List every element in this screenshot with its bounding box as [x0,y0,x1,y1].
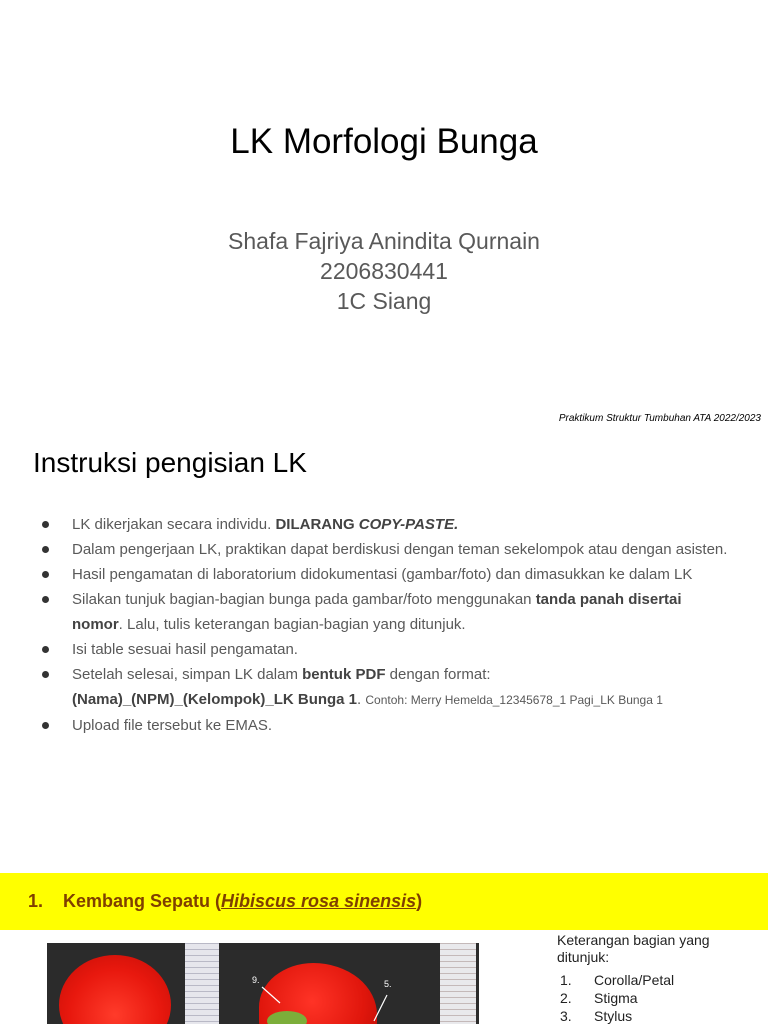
filename-format: (Nama)_(NPM)_(Kelompok)_LK Bunga 1 [72,691,358,708]
parts-legend [557,932,757,1025]
author-block [0,226,768,316]
latin-name: Hibiscus rosa sinensis [221,891,417,911]
list-item [557,1007,757,1025]
bullet-icon [42,722,49,729]
course-footnote: Praktikum Struktur Tumbuhan ATA 2022/2023 [558,413,761,424]
legend-heading: Keterangan bagian yang ditunjuk: [557,932,710,965]
list-item [40,587,730,637]
list-item [40,512,730,537]
item-bold: DILARANG [275,516,359,533]
bullet-icon [42,571,49,578]
list-item [557,989,757,1007]
section-title-post: ) [416,891,423,911]
annotation-arrows [47,943,479,1024]
legend-label: Stigma [594,990,638,1006]
section-header-band [0,873,768,930]
flower-photo [47,943,479,1024]
item-text: Isi table sesuai hasil pengamatan. [72,641,298,658]
item-bold-italic: COPY-PASTE. [358,516,459,533]
legend-label: Stylus [594,1008,633,1024]
author-npm: 2206830441 [320,258,448,284]
item-text: Upload file tersebut ke EMAS. [72,717,273,734]
item-text-post2: . [357,691,366,708]
legend-label: Corolla/Petal [594,972,675,988]
example-filename: Contoh: Merry Hemelda_12345678_1 Pagi_LK Bunga 1 [365,693,663,707]
item-text: Dalam pengerjaan LK, praktikan dapat berdiskusi dengan teman sekelompok atau dengan asisten. [72,541,728,558]
instructions-list [40,512,730,738]
item-text-post: . Lalu, tulis keterangan bagian-bagian yang ditunjuk. [118,616,466,633]
item-text: Hasil pengamatan di laboratorium didokumentasi (gambar/foto) dan dimasukkan ke dalam LK [72,566,693,583]
item-text: LK dikerjakan secara individu. [72,516,276,533]
cover-title: LK Morfologi Bunga [230,122,538,161]
list-item [40,562,730,587]
item-bold: bentuk PDF [302,666,386,683]
author-name: Shafa Fajriya Anindita Qurnain [228,228,540,254]
instructions-title: Instruksi pengisian LK [33,447,307,478]
section-title [28,891,422,912]
list-item [557,971,757,989]
photo-label-5: 5. [384,979,392,989]
legend-list [557,971,757,1025]
legend-number: 3. [560,1008,572,1024]
section-number: 1. [28,891,44,911]
photo-label-9: 9. [252,975,260,985]
bullet-icon [42,521,49,528]
bullet-icon [42,671,49,678]
list-item [40,537,730,562]
list-item [40,662,730,713]
bullet-icon [42,646,49,653]
item-bold: tanda panah disertai nomor [72,591,682,633]
list-item [40,713,730,738]
section-title-pre: Kembang Sepatu ( [63,891,222,911]
bullet-icon [42,596,49,603]
legend-number: 1. [560,972,572,988]
item-text: Silakan tunjuk bagian-bagian bunga pada gambar/foto menggunakan [72,591,536,608]
list-item [40,637,730,662]
legend-number: 2. [560,990,572,1006]
author-group: 1C Siang [336,288,432,314]
item-text: Setelah selesai, simpan LK dalam [72,666,303,683]
bullet-icon [42,546,49,553]
item-text-post: dengan format: [385,666,491,683]
